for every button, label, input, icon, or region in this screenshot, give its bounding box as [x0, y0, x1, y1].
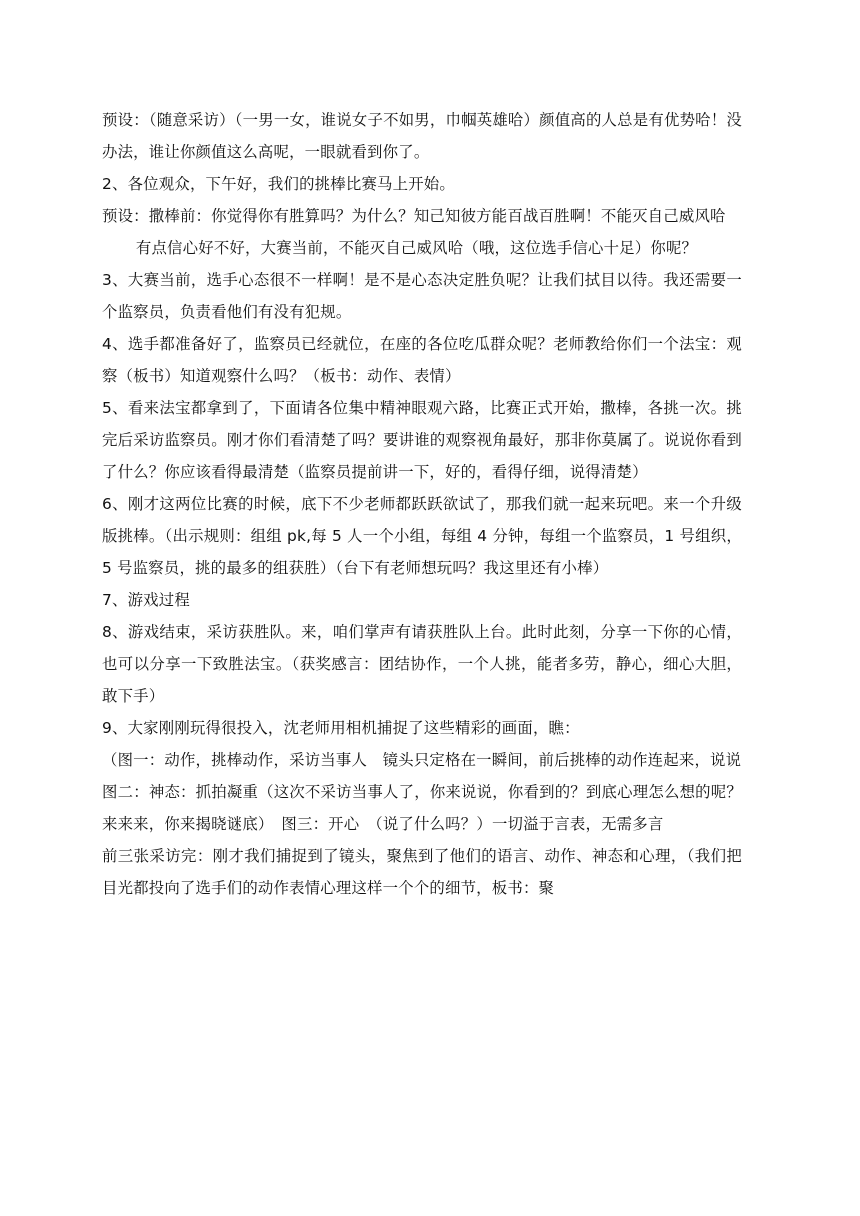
paragraph-picture-2-3: 图二：神态：抓拍凝重（这次不采访当事人了，你来说说，你看到的？到底心理怎么想的呢？来来来，你来揭晓谜底） 图三：开心 （说了什么吗？）一切溢于言表，无需多言 — [102, 783, 742, 833]
paragraph-step-2: 2、各位观众，下午好，我们的挑棒比赛马上开始。 — [102, 175, 455, 193]
paragraph-step-9: 9、大家刚刚玩得很投入，沈老师用相机捕捉了这些精彩的画面，瞧： — [102, 719, 580, 737]
paragraph-preset-2: 预设：撒棒前：你觉得你有胜算吗？为什么？知己知彼方能百战百胜啊！不能灭自己威风哈 — [102, 207, 726, 225]
paragraph-preset-1: 预设：（随意采访）（一男一女，谁说女子不如男，巾帼英雄哈）颜值高的人总是有优势哈！没办法，谁让你颜值这么高呢，一眼就看到你了。 — [102, 111, 742, 161]
paragraph-summary: 前三张采访完：刚才我们捕捉到了镜头，聚焦到了他们的语言、动作、神态和心理，（我们把目光都投向了选手们的动作表情心理这样一个个的细节，板书：聚 — [102, 847, 742, 897]
paragraph-picture-1: （图一：动作，挑棒动作，采访当事人 镜头只定格在一瞬间，前后挑棒的动作连起来，说说 — [102, 751, 742, 769]
document-body — [102, 104, 742, 904]
paragraph-step-3: 3、大赛当前，选手心态很不一样啊！是不是心态决定胜负呢？让我们拭目以待。我还需要一个监察员，负责看他们有没有犯规。 — [102, 271, 742, 321]
paragraph-step-6: 6、刚才这两位比赛的时候，底下不少老师都跃跃欲试了，那我们就一起来玩吧。来一个升级版挑棒。（出示规则：组组 pk,每 5 人一个小组，每组 4 分钟，每组一个监察员，1 号组织，5 号监察员，挑的最多的组获胜）（台下有老师想玩吗？我这里还有小棒） — [102, 495, 742, 577]
paragraph-step-8: 8、游戏结束，采访获胜队。来，咱们掌声有请获胜队上台。此时此刻，分享一下你的心情，也可以分享一下致胜法宝。（获奖感言：团结协作，一个人挑，能者多劳，静心，细心大胆，敢下手） — [102, 623, 742, 705]
paragraph-step-4: 4、选手都准备好了，监察员已经就位，在座的各位吃瓜群众呢？老师教给你们一个法宝：观察（板书）知道观察什么吗？（板书：动作、表情） — [102, 335, 742, 385]
paragraph-confidence: 有点信心好不好，大赛当前，不能灭自己威风哈（哦，这位选手信心十足）你呢？ — [135, 239, 698, 257]
paragraph-step-7: 7、游戏过程 — [102, 591, 190, 609]
paragraph-step-5: 5、看来法宝都拿到了，下面请各位集中精神眼观六路，比赛正式开始，撒棒，各挑一次。挑完后采访监察员。刚才你们看清楚了吗？要讲谁的观察视角最好，那非你莫属了。说说你看到了什么？你应该看得最清楚（监察员提前讲一下，好的，看得仔细，说得清楚） — [102, 399, 742, 481]
